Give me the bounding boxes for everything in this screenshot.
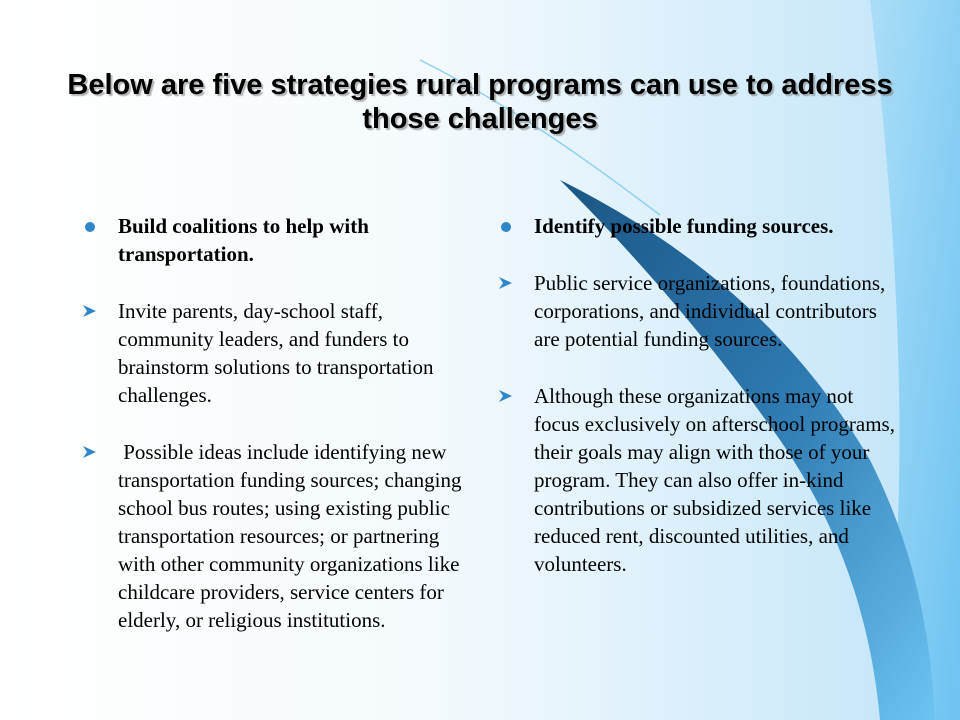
round-dot-icon xyxy=(501,222,511,232)
right-main-text: Identify possible funding sources. xyxy=(534,214,834,238)
right-sub-bullet-2 xyxy=(496,382,896,578)
left-sub-text-2: Possible ideas include identifying new transportation funding sources; changing school bus routes; using existing public transportation resources; or partnering with other community organizations like childcare providers, service centers for elderly, or religious institutions. xyxy=(118,440,467,632)
arrow-bullet-icon xyxy=(82,304,98,318)
arrow-bullet-icon xyxy=(82,445,98,459)
left-main-bullet xyxy=(80,212,480,268)
round-dot-icon xyxy=(85,222,95,232)
arrow-bullet-icon xyxy=(498,389,514,403)
right-column xyxy=(496,212,896,578)
slide-title: Below are five strategies rural programs can use to address those challenges xyxy=(67,69,893,135)
left-sub-text-1: Invite parents, day-school staff, community leaders, and funders to brainstorm solutions to transportation challenges. xyxy=(118,299,434,407)
left-main-text: Build coalitions to help with transportation. xyxy=(118,214,369,266)
right-sub-text-2: Although these organizations may not focus exclusively on afterschool programs, their goals may align with those of your program. They can also offer in-kind contributions or subsidized services like reduced rent, discounted utilities, and volunteers. xyxy=(534,384,895,576)
right-main-bullet xyxy=(496,212,896,240)
right-sub-bullet-1 xyxy=(496,269,896,353)
left-sub-bullet-1 xyxy=(80,297,480,409)
arrow-bullet-icon xyxy=(498,276,514,290)
left-column xyxy=(80,212,480,634)
right-sub-text-1: Public service organizations, foundations, corporations, and individual contributors are potential funding sources. xyxy=(534,271,886,351)
left-sub-bullet-2 xyxy=(80,438,480,634)
